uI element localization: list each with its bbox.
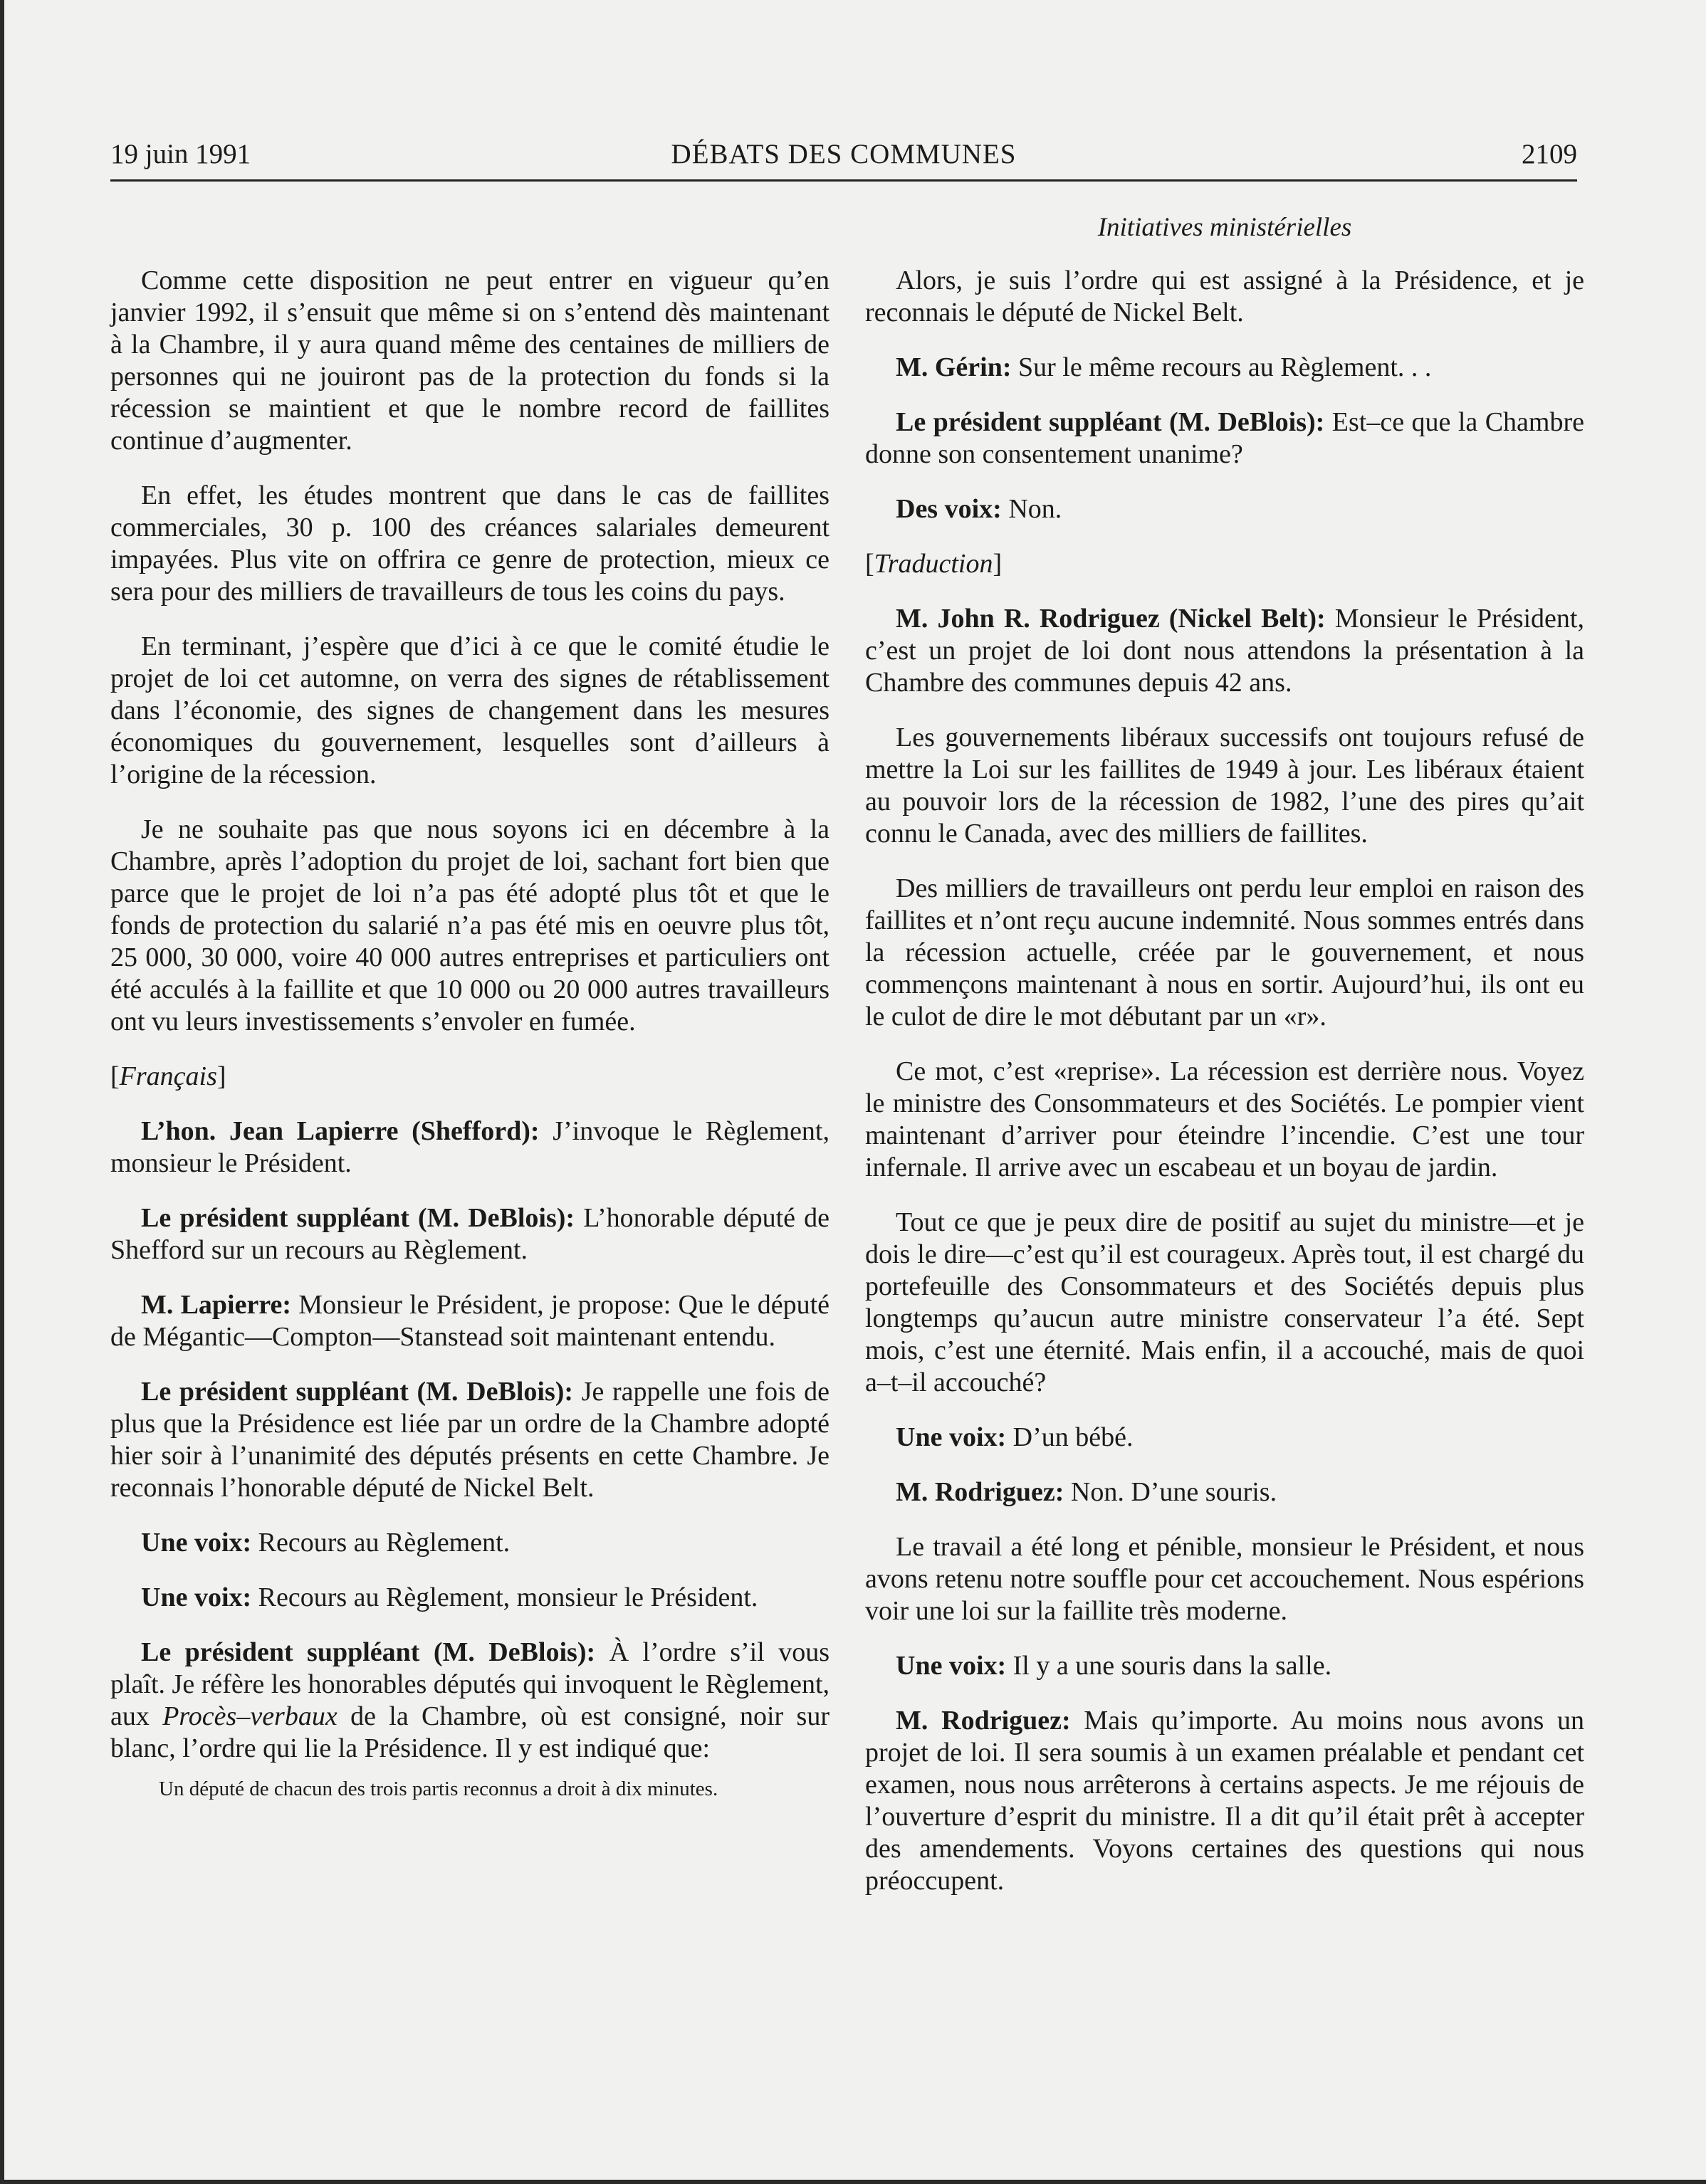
page-number: 2109 xyxy=(1522,139,1577,169)
speaker-name: Le président suppléant (M. DeBlois): xyxy=(141,1203,575,1233)
speech xyxy=(865,1476,1584,1508)
speech-text: L’honorable député de Shefford sur un recours au Règlement. xyxy=(110,1203,830,1265)
speech-text: Sur le même recours au Règlement. . . xyxy=(1011,352,1432,382)
bracket: ] xyxy=(993,549,1003,579)
speaker-name: Le président suppléant (M. DeBlois): xyxy=(141,1637,596,1667)
paragraph: Les gouvernements libéraux successifs ont toujours refusé de mettre la Loi sur les faillites de 1949 à jour. Les libéraux étaient au pouvoir lors de la récession de 1982, l’une des pires qu’ait connu le Canada, avec des milliers de faillites. xyxy=(865,723,1584,849)
speaker-name: Une voix: xyxy=(896,1651,1007,1681)
paragraph: Des milliers de travailleurs ont perdu leur emploi en raison des faillites et n’ont reçu aucune indemnité. Nous sommes entrés dans la récession actuelle, créée par le gouvernement, et nous commençons maintenant à nous en sortir. Aujourd’hui, ils ont eu le culot de dire le mot débutant par un «r». xyxy=(865,873,1584,1031)
speech-text: Recours au Règlement, monsieur le Président. xyxy=(251,1582,758,1612)
speaker-name: Le président suppléant (M. DeBlois): xyxy=(896,407,1325,437)
paragraph: Alors, je suis l’ordre qui est assigné à la Présidence, et je reconnais le député de Nickel Belt. xyxy=(865,266,1584,327)
speaker-name: M. Gérin: xyxy=(896,352,1012,382)
bracket: [ xyxy=(865,549,874,579)
speech-text: Non. xyxy=(1001,494,1062,524)
speaker-name: Une voix: xyxy=(141,1528,252,1558)
language-tag-word: Traduction xyxy=(874,549,993,579)
speech-text: Mais qu’importe. Au moins nous avons un projet de loi. Il sera soumis à un examen préalable et pendant cet examen, nous nous arrêterons à certains aspects. Je me réjouis de l’ouverture d’esprit du ministre. Il a dit qu’il était prêt à accepter des amendements. Voyons certaines des questions qui nous préoccupent. xyxy=(865,1706,1584,1896)
paragraph: Ce mot, c’est «reprise». La récession est derrière nous. Voyez le ministre des Consommateurs et des Sociétés. Le pompier vient maintenant d’arriver pour éteindre l’incendie. C’est une tour infernale. Il arrive avec un escabeau et un boyau de jardin. xyxy=(865,1056,1584,1182)
speech-text: À l’ordre s’il vous plaît. Je réfère les honorables députés qui invoquent le Règlement, aux xyxy=(110,1637,830,1731)
speech xyxy=(865,352,1584,384)
speech-text: Il y a une souris dans la salle. xyxy=(1006,1651,1332,1681)
header-title: DÉBATS DES COMMUNES xyxy=(671,139,1017,169)
paragraph: Je ne souhaite pas que nous soyons ici en décembre à la Chambre, après l’adoption du projet de loi, sachant fort bien que parce que le projet de loi n’a pas été adopté plus tôt et que le fonds de protection du salarié n’a pas été mis en oeuvre plus tôt, 25 000, 30 000, voire 40 000 autres entreprises et particuliers ont été acculés à la faillite et que 10 000 ou 20 000 autres travailleurs ont vu leurs investissements s’envoler en fumée. xyxy=(110,814,830,1036)
speech-text-italic: Procès–verbaux xyxy=(162,1701,337,1731)
speaker-name: Une voix: xyxy=(896,1422,1007,1452)
speech-text: de la Chambre, où est consigné, noir sur blanc, l’ordre qui lie la Présidence. Il y est indiqué que: xyxy=(110,1701,830,1763)
speaker-name: Une voix: xyxy=(141,1582,252,1612)
speech-text: D’un bébé. xyxy=(1006,1422,1134,1452)
speaker-name: M. John R. Rodriguez (Nickel Belt): xyxy=(896,604,1326,634)
speech xyxy=(110,1527,830,1559)
speech xyxy=(110,1289,830,1353)
speech xyxy=(865,493,1584,525)
language-tag xyxy=(110,1061,830,1093)
language-tag xyxy=(865,548,1584,580)
speech-text: Je rappelle une fois de plus que la Présidence est liée par un ordre de la Chambre adopté hier soir à l’unanimité des députés présents en cette Chambre. Je reconnais l’honorable député de Nickel Belt. xyxy=(110,1377,830,1503)
paragraph: Comme cette disposition ne peut entrer en vigueur qu’en janvier 1992, il s’ensuit que même si on s’entend dès maintenant à la Chambre, il y aura quand même des centaines de milliers de personnes qui ne jouiront pas de la protection du fonds si la récession se maintient et que le nombre record de faillites continue d’augmenter. xyxy=(110,266,830,456)
header-date: 19 juin 1991 xyxy=(110,139,251,169)
speech-text: J’invoque le Règlement, monsieur le Président. xyxy=(110,1116,830,1178)
speech xyxy=(865,406,1584,471)
speech-text: Est–ce que la Chambre donne son consentement unanime? xyxy=(865,407,1584,469)
speech xyxy=(865,1650,1584,1682)
bracket: ] xyxy=(216,1061,226,1091)
paragraph: Tout ce que je peux dire de positif au sujet du ministre—et je dois le dire—c’est qu’il est courageux. Après tout, il est chargé du portefeuille des Consommateurs et des Sociétés depuis plus longtemps qu’aucun autre ministre conservateur l’a été. Sept mois, c’est une éternité. Mais enfin, il a accouché, mais de quoi a–t–il accouché? xyxy=(865,1207,1584,1397)
speech xyxy=(865,1705,1584,1897)
speech xyxy=(865,603,1584,699)
speech xyxy=(865,1422,1584,1454)
paragraph: En terminant, j’espère que d’ici à ce que le comité étudie le projet de loi cet automne, on verra des signes de rétablissement dans l’économie, des signes de changement dans les mesures économiques du gouvernement, lesquelles sont d’ailleurs à l’origine de la récession. xyxy=(110,631,830,789)
speaker-name: M. Rodriguez: xyxy=(896,1706,1071,1736)
speech xyxy=(110,1202,830,1266)
language-tag-word: Français xyxy=(119,1061,217,1091)
speaker-name: Des voix: xyxy=(896,494,1002,524)
speaker-name: Le président suppléant (M. DeBlois): xyxy=(141,1377,574,1407)
left-column xyxy=(110,265,830,1825)
speaker-name: M. Lapierre: xyxy=(141,1290,292,1320)
block-quote: Un député de chacun des trois partis reconnus a droit à dix minutes. xyxy=(159,1778,718,1800)
speech-text: Monsieur le Président, c’est un projet de loi dont nous attendons la présentation à la Chambre des communes depuis 42 ans. xyxy=(865,604,1584,698)
running-header xyxy=(110,137,1577,182)
speech-text: Recours au Règlement. xyxy=(251,1528,511,1558)
speech xyxy=(110,1376,830,1504)
speech-text: Monsieur le Président, je propose: Que le député de Mégantic—Compton—Stanstead soit maintenant entendu. xyxy=(110,1290,830,1352)
speech xyxy=(110,1115,830,1180)
paragraph: En effet, les études montrent que dans le cas de faillites commerciales, 30 p. 100 des créances salariales demeurent impayées. Plus vite on offrira ce genre de protection, mieux ce sera pour des milliers de travailleurs de tous les coins du pays. xyxy=(110,481,830,607)
speaker-name: L’hon. Jean Lapierre (Shefford): xyxy=(141,1116,540,1146)
speech xyxy=(110,1582,830,1614)
paragraph: Le travail a été long et pénible, monsieur le Président, et nous avons retenu notre souffle pour cet accouchement. Nous espérions voir une loi sur la faillite très moderne. xyxy=(865,1532,1584,1626)
section-label: Initiatives ministérielles xyxy=(1097,213,1352,242)
speaker-name: M. Rodriguez: xyxy=(896,1477,1064,1507)
bracket: [ xyxy=(110,1061,120,1091)
speech xyxy=(110,1637,830,1765)
speech-text: Non. D’une souris. xyxy=(1064,1477,1277,1507)
right-column xyxy=(865,265,1584,1920)
